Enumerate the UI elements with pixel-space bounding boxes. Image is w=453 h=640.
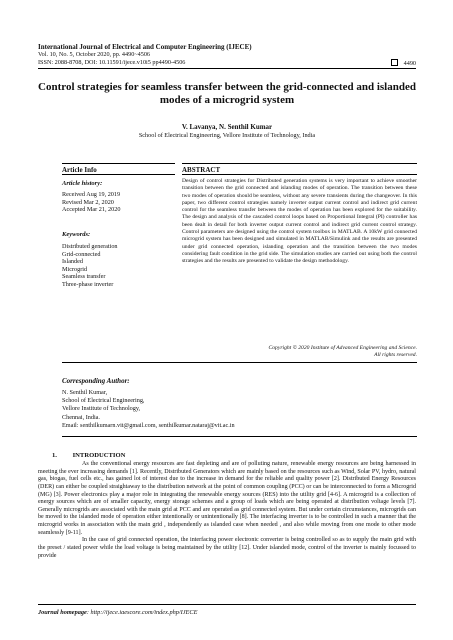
section-number: 1.: [52, 452, 57, 459]
abstract-rule-top: [182, 163, 417, 164]
journal-title: International Journal of Electrical and Computer Engineering (IJECE): [38, 43, 252, 51]
body-text: [38, 461, 416, 560]
paper-title: Control strategies for seamless transfer between the grid-connected and islanded modes of a microgrid system: [38, 81, 416, 106]
corresponding-line: School of Electrical Engineering,: [62, 397, 145, 405]
volume-line: Vol. 10, No. 5, October 2020, pp. 4490~4506: [38, 51, 151, 59]
corresponding-line: Vellore Institute of Technology,: [62, 405, 141, 413]
keyword: Seamless transfer: [62, 273, 106, 281]
copyright: [182, 345, 417, 359]
keyword: Grid-connected: [62, 250, 101, 258]
corresponding-rule-bottom: [62, 436, 417, 437]
footer-url[interactable]: : http://ijece.iaescore.com/index.php/IJECE: [86, 609, 198, 616]
keyword: Three-phase inverter: [62, 280, 114, 288]
section-heading: [52, 452, 125, 459]
keywords-list: [62, 243, 172, 289]
paragraph: In the case of grid connected operation, the interfacing power electronic converter is being controlled so as to supply the main grid with the preset / stated power while the load voltage is being maintained by the utility [12]. Under islanded mode, control of the inverter is mainly focussed to provide: [38, 537, 416, 559]
header-rule: [38, 68, 416, 69]
history-list: [62, 191, 172, 214]
corresponding-email: Email: senthilkumarn.vit@gmail.com, senthilkumar.nataraj@vit.ac.in: [62, 421, 235, 429]
abstract-rule-mid: [182, 174, 417, 175]
history-item: Received Aug 19, 2019: [62, 191, 121, 198]
affiliation: School of Electrical Engineering, Vellore Institute of Technology, India: [138, 132, 316, 139]
issn-line: ISSN: 2088-8708, DOI: 10.11591/ijece.v10i5 pp4490-4506: [38, 58, 186, 66]
footer-label: Journal homepage: [38, 609, 87, 616]
corresponding-line: N. Senthil Kumar,: [62, 389, 108, 396]
square-icon: [391, 59, 398, 66]
keyword: Microgrid: [62, 265, 88, 273]
article-info-heading: Article Info: [62, 166, 97, 174]
copyright-line: Copyright © 2020 Institute of Advanced Engineering and Science.: [268, 345, 417, 351]
paragraph: As the conventional energy resources are fast depleting and are of polluting nature, renewable energy resources are being harnessed in meeting the ever increasing demands [1]. Recently, Distributed Generators which are mainly based on the resources such as Wind, Solar PV, hydro, natural gas, biogas, fuel cells etc., has gained lot of interest due to the increase in demand for the reliable and quality power [2]. Distributed Energy Resources (DER) can either be coupled straightaway to the distribution network at the point of common coupling (PCC) or can be interconnected to form a Microgrid (MG) [3]. Power electronics play a major role in integrating the renewable energy sources (RES) into the utility grid [4-6]. A microgrid is a collection of energy sources which are of smaller capacity, energy storage schemes and a group of loads which are being operated at distribution voltage levels [7]. Generally microgrids are associated with the main grid at PCC and are operated as grid connected system. But under certain circumstances, microgrids can be moved to the islanded mode of operation either intentionally or unintentionally [8]. The interfacing inverter is to be controlled in such a manner that the microgrid works in association with the main grid , independently as islanded case when needed , and also while moving from one mode to other mode seamlessly [9-11].: [38, 461, 416, 536]
info-rule-mid: [62, 174, 175, 175]
journal-header: [38, 44, 418, 66]
page-number-block: [391, 59, 416, 67]
abstract-heading: ABSTRACT: [182, 166, 221, 174]
abstract-text: Design of control strategies for Distributed generation systems is very important to achieve smoother transition between the grid connected and islanding modes of operation. The transition between these two modes of operation should be seamless, without any severe transients during the changeover. In this paper, two different control strategies namely inverter output current control and indirect grid current control for the seamless transfer between the modes of operation has been explored for the suitability. The design and analysis of the cascaded control loops based on Proportional Integral (PI) controller has been dealt in detail for both inverter output current control and indirect grid current control strategy. Control parameters are designed using the control system toolbox in MATLAB. A 10kW grid connected microgrid system has been designed and simulated in MATLAB/Simulink and the results are presented under grid connected operation, islanding operation and the transition between the two modes considering fault condition in the grid side. The simulation studies are carried out using both the control strategies and the results are presented to validate the design methodology.: [182, 178, 417, 265]
corresponding-details: [62, 389, 235, 430]
corresponding-line: Chennai, India.: [62, 413, 100, 421]
corresponding-rule-top: [62, 362, 417, 363]
keyword: Islanded: [62, 258, 83, 266]
page-number: 4490: [403, 60, 416, 67]
history-heading: Article history:: [62, 180, 103, 187]
copyright-line: All rights reserved.: [374, 352, 417, 358]
keywords: [62, 231, 172, 289]
history-item: Revised Mar 2, 2020: [62, 198, 114, 206]
history-item: Accepted Mar 21, 2020: [62, 206, 121, 214]
section-title: INTRODUCTION: [72, 452, 126, 459]
info-rule-top: [62, 163, 175, 164]
footer-rule: [38, 604, 416, 605]
keyword: Distributed generation: [62, 243, 118, 250]
keywords-heading: Keywords:: [62, 231, 91, 238]
footer: [38, 609, 197, 616]
article-history: [62, 180, 172, 214]
authors: V. Lavanya, N. Senthil Kumar: [181, 123, 273, 131]
corresponding-heading: Corresponding Author:: [62, 377, 130, 385]
